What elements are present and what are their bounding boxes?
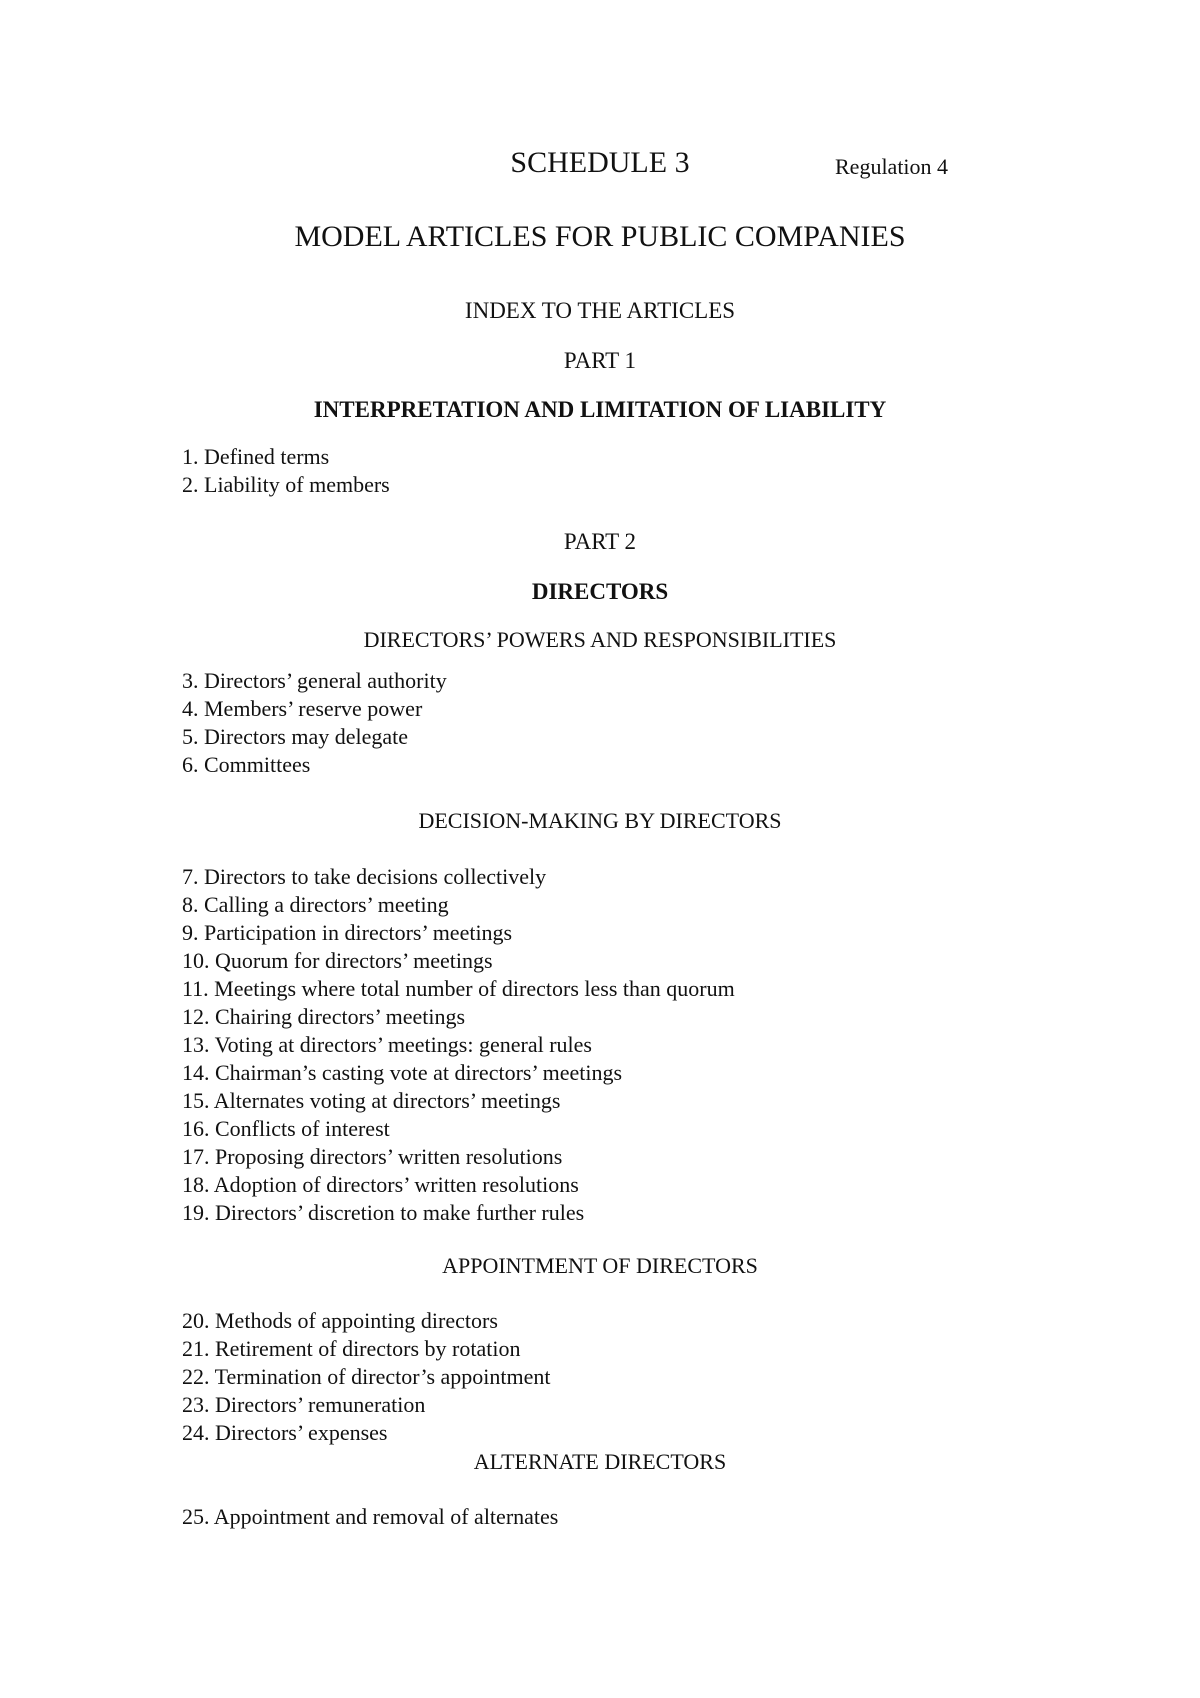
list-item: 1. Defined terms — [182, 444, 330, 469]
list-item: 16. Conflicts of interest — [182, 1116, 390, 1141]
section-heading-powers: DIRECTORS’ POWERS AND RESPONSIBILITIES — [363, 627, 837, 652]
schedule-heading: SCHEDULE 3 — [510, 146, 690, 179]
list-item: 5. Directors may delegate — [182, 724, 409, 749]
section-heading-alternates: ALTERNATE DIRECTORS — [473, 1449, 727, 1474]
list-item: 11. Meetings where total number of directors less than quorum — [182, 976, 735, 1001]
section-list-powers — [182, 667, 447, 779]
list-item: 2. Liability of members — [182, 472, 390, 497]
list-item: 24. Directors’ expenses — [182, 1420, 388, 1445]
section-heading-decision-making: DECISION-MAKING BY DIRECTORS — [418, 808, 782, 833]
document-title: MODEL ARTICLES FOR PUBLIC COMPANIES — [294, 220, 906, 253]
list-item: 25. Appointment and removal of alternates — [182, 1504, 559, 1529]
list-item: 12. Chairing directors’ meetings — [182, 1004, 466, 1029]
list-item: 10. Quorum for directors’ meetings — [182, 948, 493, 973]
list-item: 7. Directors to take decisions collectively — [182, 864, 547, 889]
part-1-label: PART 1 — [563, 348, 637, 373]
list-item: 3. Directors’ general authority — [182, 668, 447, 693]
list-item: 19. Directors’ discretion to make further rules — [182, 1200, 585, 1225]
list-item: 13. Voting at directors’ meetings: general rules — [182, 1032, 592, 1057]
list-item: 9. Participation in directors’ meetings — [182, 920, 513, 945]
section-list-alternates — [182, 1503, 558, 1531]
regulation-reference: Regulation 4 — [835, 154, 949, 179]
section-heading-appointment: APPOINTMENT OF DIRECTORS — [442, 1253, 758, 1278]
list-item: 23. Directors’ remuneration — [182, 1392, 426, 1417]
part-2-label: PART 2 — [563, 529, 637, 554]
list-item: 21. Retirement of directors by rotation — [182, 1336, 521, 1361]
part-1-title: INTERPRETATION AND LIMITATION OF LIABILITY — [313, 397, 887, 422]
list-item: 20. Methods of appointing directors — [182, 1308, 498, 1333]
section-list-decision-making — [182, 863, 735, 1227]
list-item: 6. Committees — [182, 752, 311, 777]
list-item: 22. Termination of director’s appointment — [182, 1364, 551, 1389]
list-item: 15. Alternates voting at directors’ meetings — [182, 1088, 561, 1113]
index-heading: INDEX TO THE ARTICLES — [464, 298, 736, 323]
list-item: 14. Chairman’s casting vote at directors’ meetings — [182, 1060, 623, 1085]
section-list-appointment — [182, 1307, 551, 1447]
list-item: 17. Proposing directors’ written resolutions — [182, 1144, 563, 1169]
list-item: 4. Members’ reserve power — [182, 696, 423, 721]
list-item: 8. Calling a directors’ meeting — [182, 892, 449, 917]
list-item: 18. Adoption of directors’ written resolutions — [182, 1172, 579, 1197]
part-1-list — [182, 443, 390, 499]
part-2-title: DIRECTORS — [531, 579, 669, 604]
